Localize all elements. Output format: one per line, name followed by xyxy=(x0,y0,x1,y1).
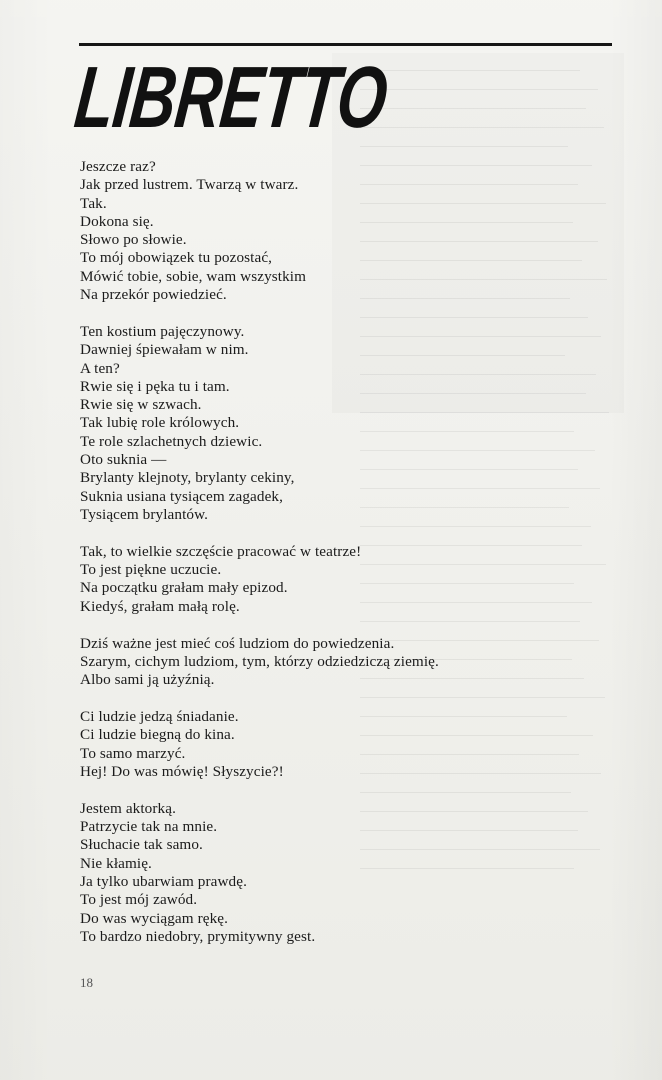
page-number: 18 xyxy=(80,975,93,990)
text-line: Do was wyciągam rękę. xyxy=(80,909,229,927)
text-line: Na przekór powiedzieć. xyxy=(80,286,227,304)
text-line: Ci ludzie biegną do kina. xyxy=(80,726,235,744)
text-line: Słowo po słowie. xyxy=(80,231,187,249)
stanza-5 xyxy=(80,708,580,781)
text-line: Jeszcze raz? xyxy=(80,158,156,175)
text-line: Jak przed lustrem. Twarzą w twarz. xyxy=(80,176,299,194)
stanza-6 xyxy=(80,800,580,946)
text-line: Oto suknia — xyxy=(80,451,167,469)
text-line: Dokona się. xyxy=(80,212,154,230)
text-line: To samo marzyć. xyxy=(80,744,186,762)
text-line: Na początku grałam mały epizod. xyxy=(80,579,288,597)
text-line: Dawniej śpiewałam w nim. xyxy=(80,341,249,359)
text-line: Ja tylko ubarwiam prawdę. xyxy=(80,873,247,891)
stanza-2 xyxy=(80,323,580,524)
text-line: Mówić tobie, sobie, wam wszystkim xyxy=(80,267,307,285)
text-line: Tysiącem brylantów. xyxy=(80,505,209,523)
text-line: To bardzo niedobry, prymitywny gest. xyxy=(80,927,316,945)
page-title: LIBRETTO xyxy=(70,49,392,146)
text-line: Patrzycie tak na mnie. xyxy=(80,818,218,836)
libretto-text xyxy=(80,158,580,965)
text-line: Szarym, cichym ludziom, tym, którzy odziedziczą ziemię. xyxy=(80,652,439,670)
text-line: Rwie się i pęka tu i tam. xyxy=(80,377,230,395)
text-line: To jest piękne uczucie. xyxy=(80,561,222,579)
text-line: Ten kostium pajęczynowy. xyxy=(80,322,245,340)
text-line: To jest mój zawód. xyxy=(80,891,198,909)
text-line: A ten? xyxy=(80,359,120,377)
text-line: Tak. xyxy=(80,194,107,212)
stanza-4 xyxy=(80,635,580,690)
stanza-1 xyxy=(80,158,580,304)
text-line: Słuchacie tak samo. xyxy=(80,836,203,854)
text-line: Dziś ważne jest mieć coś ludziom do powiedzenia. xyxy=(80,634,395,652)
text-line: Albo sami ją użyźnią. xyxy=(80,671,215,689)
text-line: Tak, to wielkie szczęście pracować w teatrze! xyxy=(80,542,362,560)
text-line: Suknia usiana tysiącem zagadek, xyxy=(80,487,283,505)
text-line: Hej! Do was mówię! Słyszycie?! xyxy=(80,762,284,780)
text-line: Jestem aktorką. xyxy=(80,799,176,817)
text-line: Rwie się w szwach. xyxy=(80,396,202,414)
text-line: Te role szlachetnych dziewic. xyxy=(80,432,263,450)
text-line: Tak lubię role królowych. xyxy=(80,414,240,432)
stanza-3 xyxy=(80,543,580,616)
text-line: Kiedyś, grałam małą rolę. xyxy=(80,597,240,615)
text-line: Nie kłamię. xyxy=(80,854,152,872)
text-line: To mój obowiązek tu pozostać, xyxy=(80,249,273,267)
top-rule xyxy=(79,43,612,46)
text-line: Ci ludzie jedzą śniadanie. xyxy=(80,708,239,726)
text-line: Brylanty klejnoty, brylanty cekiny, xyxy=(80,469,295,487)
